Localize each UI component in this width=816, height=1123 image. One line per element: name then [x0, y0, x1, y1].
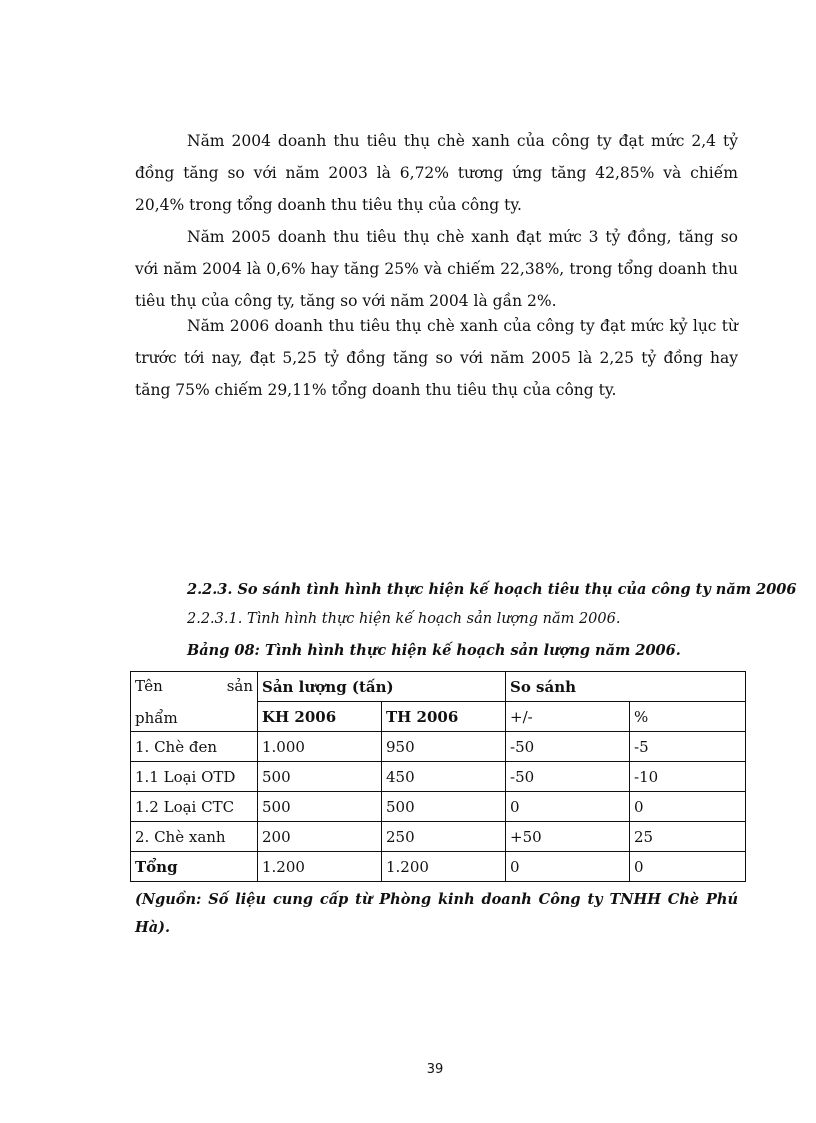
- header-plan: KH 2006: [258, 702, 382, 732]
- cell-plan: 200: [258, 822, 382, 852]
- header-product-word3: phẩm: [135, 708, 178, 727]
- cell-diff: -50: [506, 732, 630, 762]
- cell-product: Tổng: [131, 852, 258, 882]
- table-header-row: [131, 672, 746, 702]
- table-row: [131, 822, 746, 852]
- page-number: 39: [426, 1062, 444, 1077]
- paragraph-2005: Năm 2005 doanh thu tiêu thụ chè xanh đạt mức 3 tỷ đồng, tăng so với năm 2004 là 0,6% hay tăng 25% và chiếm 22,38%, trong tổng doanh thu tiêu thụ của công ty, tăng so với năm 2004 là gần 2%.: [135, 228, 738, 310]
- header-percent: %: [630, 702, 746, 732]
- table-row: [131, 792, 746, 822]
- cell-diff: -50: [506, 762, 630, 792]
- cell-product: 1.1 Loại OTD: [131, 762, 258, 792]
- cell-actual: 950: [382, 732, 506, 762]
- paragraph-2004: Năm 2004 doanh thu tiêu thụ chè xanh của công ty đạt mức 2,4 tỷ đồng tăng so với năm 2003 là 6,72% tương ứng tăng 42,85% và chiếm 20,4% trong tổng doanh thu tiêu thụ của công ty.: [135, 132, 738, 214]
- table-total-row: [131, 852, 746, 882]
- header-product-word1: Tên: [135, 676, 163, 695]
- cell-percent: -5: [630, 732, 746, 762]
- paragraph-2006: Năm 2006 doanh thu tiêu thụ chè xanh của công ty đạt mức kỷ lục từ trước tới nay, đạt 5,25 tỷ đồng tăng so với năm 2005 là 2,25 tỷ đồng hay tăng 75% chiếm 29,11% tổng doanh thu tiêu thụ của công ty.: [135, 317, 738, 399]
- cell-plan: 1.000: [258, 732, 382, 762]
- cell-percent: 25: [630, 822, 746, 852]
- cell-product: 2. Chè xanh: [131, 822, 258, 852]
- cell-percent: 0: [630, 852, 746, 882]
- table-caption: Bảng 08: Tình hình thực hiện kế hoạch sản lượng năm 2006.: [187, 642, 681, 659]
- production-table: [130, 671, 746, 882]
- cell-plan: 500: [258, 792, 382, 822]
- table-row: [131, 732, 746, 762]
- cell-percent: 0: [630, 792, 746, 822]
- section-heading: 2.2.3. So sánh tình hình thực hiện kế hoạch tiêu thụ của công ty năm 2006: [187, 581, 797, 598]
- cell-actual: 1.200: [382, 852, 506, 882]
- header-product-name: [131, 672, 258, 732]
- cell-plan: 1.200: [258, 852, 382, 882]
- header-diff: +/-: [506, 702, 630, 732]
- cell-percent: -10: [630, 762, 746, 792]
- table-row: [131, 762, 746, 792]
- cell-diff: 0: [506, 852, 630, 882]
- cell-product: 1. Chè đen: [131, 732, 258, 762]
- cell-diff: 0: [506, 792, 630, 822]
- header-product-word2: sản: [226, 676, 253, 695]
- cell-actual: 500: [382, 792, 506, 822]
- cell-product: 1.2 Loại CTC: [131, 792, 258, 822]
- source-note: (Nguồn: Số liệu cung cấp từ Phòng kinh doanh Công ty TNHH Chè Phú Hà).: [135, 891, 738, 936]
- cell-diff: +50: [506, 822, 630, 852]
- header-compare: So sánh: [506, 672, 746, 702]
- header-actual: TH 2006: [382, 702, 506, 732]
- header-output: Sản lượng (tấn): [258, 672, 506, 702]
- cell-actual: 250: [382, 822, 506, 852]
- cell-plan: 500: [258, 762, 382, 792]
- subsection-heading: 2.2.3.1. Tình hình thực hiện kế hoạch sản lượng năm 2006.: [187, 611, 621, 627]
- cell-actual: 450: [382, 762, 506, 792]
